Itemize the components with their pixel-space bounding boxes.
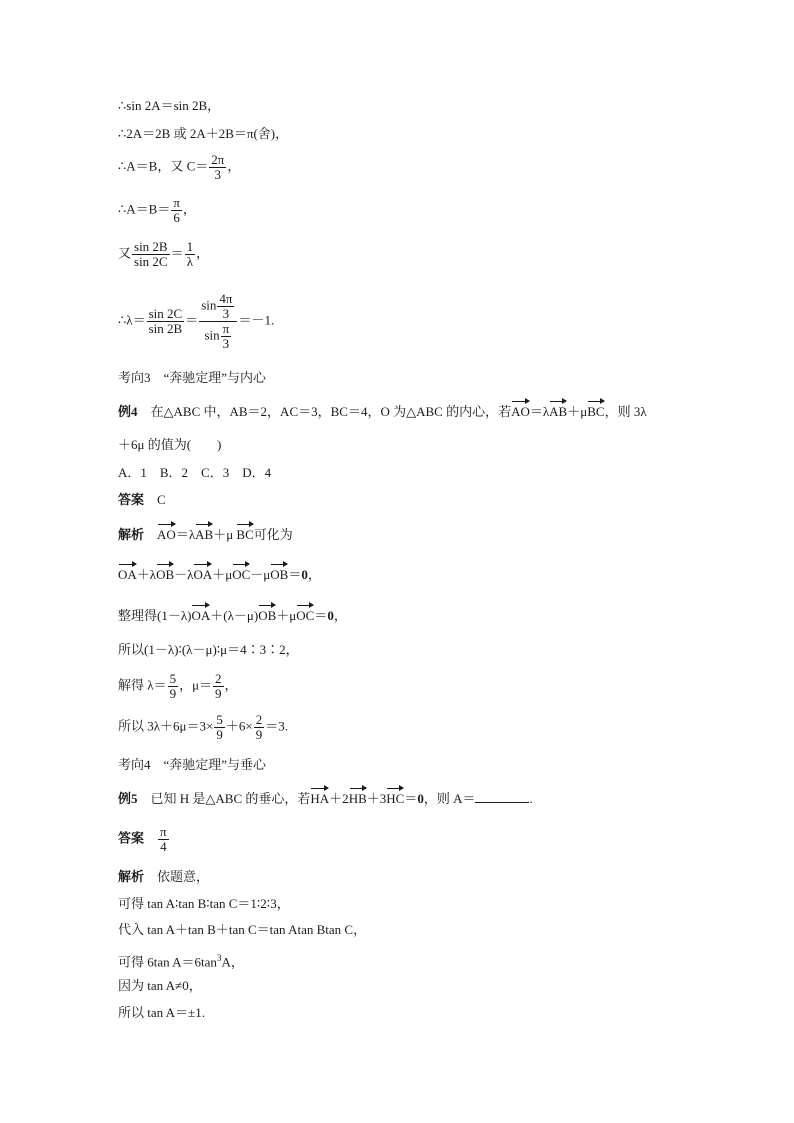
solution-5-step4	[118, 978, 202, 994]
denominator: 6	[173, 210, 180, 225]
solution-4-step3	[118, 642, 299, 658]
vector: BC	[587, 404, 605, 419]
solution-4-step4	[118, 672, 238, 701]
text: 可得 6tan A＝6tan	[118, 954, 217, 970]
numerator: 5	[169, 671, 177, 686]
vector: OB	[258, 608, 277, 623]
text: 所以 tan A＝±1.	[118, 1005, 205, 1020]
text: 又	[118, 245, 132, 261]
numerator: 4π	[219, 291, 233, 306]
vector: HA	[310, 791, 330, 806]
compound-fraction	[199, 292, 237, 351]
text: ，μ＝	[179, 677, 213, 693]
example-label: 例5	[118, 791, 138, 806]
text: ，	[307, 567, 321, 582]
denominator: 9	[169, 686, 177, 701]
answer-label: 答案	[118, 830, 145, 846]
numerator: sin 2C	[148, 306, 183, 321]
text: 所以(1－λ)∶(λ－μ)∶μ＝4∶3∶2，	[118, 642, 299, 657]
numerator: 2π	[211, 152, 225, 167]
text: sin	[204, 327, 220, 343]
text: ，则 3λ	[604, 404, 647, 419]
answer-value: C	[144, 492, 166, 507]
denominator: sin 2B	[148, 321, 183, 336]
denominator: 9	[216, 727, 223, 742]
numerator	[199, 292, 237, 322]
vector: HB	[348, 791, 367, 806]
text: ＋μ	[212, 567, 233, 582]
text: ，	[224, 677, 238, 693]
text: ＝	[288, 567, 302, 582]
example-5	[118, 790, 533, 807]
text: ∴λ＝	[118, 312, 146, 328]
text: ∴A＝B，又 C＝	[118, 158, 209, 174]
section-heading-4	[118, 757, 266, 773]
text: 解得 λ＝	[118, 677, 167, 693]
numerator: π	[222, 321, 230, 336]
text: ＝λ	[175, 527, 196, 542]
line-ratio	[118, 240, 209, 269]
text: ，	[227, 158, 241, 174]
text: ＋λ	[136, 567, 157, 582]
denominator: 3	[214, 167, 222, 182]
text: －λ	[174, 567, 194, 582]
text: ＝	[170, 245, 184, 261]
text: ＝	[185, 312, 199, 328]
numerator: 2	[255, 712, 263, 727]
text: 所以 3λ＋6μ＝3×	[118, 718, 214, 734]
vector: OC	[296, 608, 315, 623]
text: ＋2	[329, 791, 349, 806]
fraction	[209, 153, 226, 182]
text: 可得 tan A∶tan B∶tan C＝1∶2∶3，	[118, 896, 290, 911]
zero-vector: 0	[417, 791, 424, 806]
vector: OB	[270, 567, 289, 582]
vector: AB	[549, 404, 568, 419]
fraction	[132, 240, 170, 269]
line-a-b-pi6	[118, 196, 196, 225]
text: ，	[182, 201, 196, 217]
solution-4	[118, 527, 293, 543]
superscript: 3	[216, 953, 222, 963]
solution-5-step5	[118, 1005, 205, 1021]
zero-vector: 0	[327, 608, 334, 623]
line-lambda	[118, 292, 274, 351]
answer-5	[118, 825, 170, 854]
fraction	[171, 196, 182, 225]
text: 依题意，	[144, 869, 210, 884]
solution-label: 解析	[118, 527, 145, 542]
denominator: 4	[160, 839, 167, 854]
text: ＋μ	[567, 404, 588, 419]
fraction	[158, 825, 169, 854]
vector: OB	[156, 567, 175, 582]
example-4-cont	[118, 437, 221, 453]
vector: OA	[193, 567, 213, 582]
denominator: 3	[222, 306, 230, 321]
solution-5-step2	[118, 922, 366, 938]
text: 可化为	[253, 527, 293, 542]
fraction	[217, 292, 234, 321]
text: 代入 tan A＋tan B＋tan C＝tan Atan Btan C，	[118, 922, 367, 937]
text: ＋(λ－μ)	[210, 608, 259, 623]
answer-label: 答案	[118, 492, 145, 507]
denominator: 9	[255, 727, 263, 742]
zero-vector: 0	[301, 567, 308, 582]
numerator: 2	[215, 671, 222, 686]
fraction	[214, 713, 225, 742]
solution-5-step1	[118, 896, 290, 912]
solution-4-step5	[118, 713, 288, 742]
text: 已知 H 是△ABC 的垂心，若	[137, 791, 311, 806]
vector: HC	[386, 791, 405, 806]
text: ＋3	[366, 791, 387, 806]
solution-5-step3	[118, 950, 244, 970]
example-4	[118, 404, 647, 420]
fraction	[185, 240, 196, 269]
text: ∴2A＝2B 或 2A＋2B＝π(舍)，	[118, 126, 289, 141]
text: .	[529, 791, 533, 806]
numerator: π	[160, 824, 167, 839]
text: sin	[201, 297, 217, 313]
text: ∴sin 2A＝sin 2B，	[118, 98, 221, 113]
denominator: 9	[215, 686, 222, 701]
text: ＝	[314, 608, 328, 623]
text: ∴A＝B＝	[118, 201, 171, 217]
solution-label: 解析	[118, 869, 145, 884]
solution-4-step2	[118, 608, 347, 624]
text: A，	[221, 954, 244, 970]
text: 整理得(1－λ)	[118, 608, 192, 623]
text: ＋6×	[225, 718, 253, 734]
vector: OC	[232, 567, 251, 582]
solution-4-step1	[118, 567, 321, 583]
fraction	[147, 307, 185, 336]
line-2a-2b	[118, 126, 288, 142]
text: ＝λ	[529, 404, 550, 419]
text: 考向4 “奔驰定理”与垂心	[118, 757, 267, 772]
denominator: λ	[186, 254, 194, 269]
fraction	[221, 322, 232, 351]
text: 因为 tan A≠0，	[118, 978, 202, 993]
fraction	[168, 672, 179, 701]
vector: AO	[511, 404, 530, 419]
text: ，	[196, 245, 210, 261]
numerator: 5	[216, 712, 223, 727]
line-a-eq-b	[118, 153, 240, 182]
vector: AO	[157, 527, 176, 542]
text: ＋6μ 的值为( )	[118, 437, 222, 452]
vector: OA	[118, 567, 137, 582]
numerator: sin 2B	[134, 239, 168, 254]
line-sin2a	[118, 98, 220, 114]
vector: AB	[195, 527, 214, 542]
text: 考向3 “奔驰定理”与内心	[118, 370, 267, 385]
text: 在△ABC 中，AB＝2，AC＝3，BC＝4，O 为△ABC 的内心，若	[137, 404, 512, 419]
solution-5	[118, 869, 209, 885]
denominator	[199, 322, 237, 351]
example-label: 例4	[118, 404, 138, 419]
denominator: 3	[222, 336, 230, 351]
text: ＋μ	[276, 608, 297, 623]
numerator: π	[173, 195, 180, 210]
example-4-options	[118, 465, 271, 481]
answer-blank	[475, 790, 529, 803]
text: ＝－1.	[238, 312, 275, 328]
text: ＋μ	[213, 527, 237, 542]
vector: OA	[191, 608, 211, 623]
vector: BC	[236, 527, 254, 542]
numerator: 1	[186, 239, 194, 254]
text: A．1 B．2 C．3 D．4	[118, 465, 272, 480]
text: ，则 A＝	[423, 791, 476, 806]
text: －μ	[250, 567, 271, 582]
denominator: sin 2C	[134, 254, 168, 269]
text: ＝3.	[265, 718, 288, 734]
fraction	[254, 713, 265, 742]
text: ＝	[404, 791, 418, 806]
text: ，	[333, 608, 347, 623]
section-heading-3	[118, 370, 266, 386]
fraction	[213, 672, 224, 701]
answer-4	[118, 492, 166, 508]
